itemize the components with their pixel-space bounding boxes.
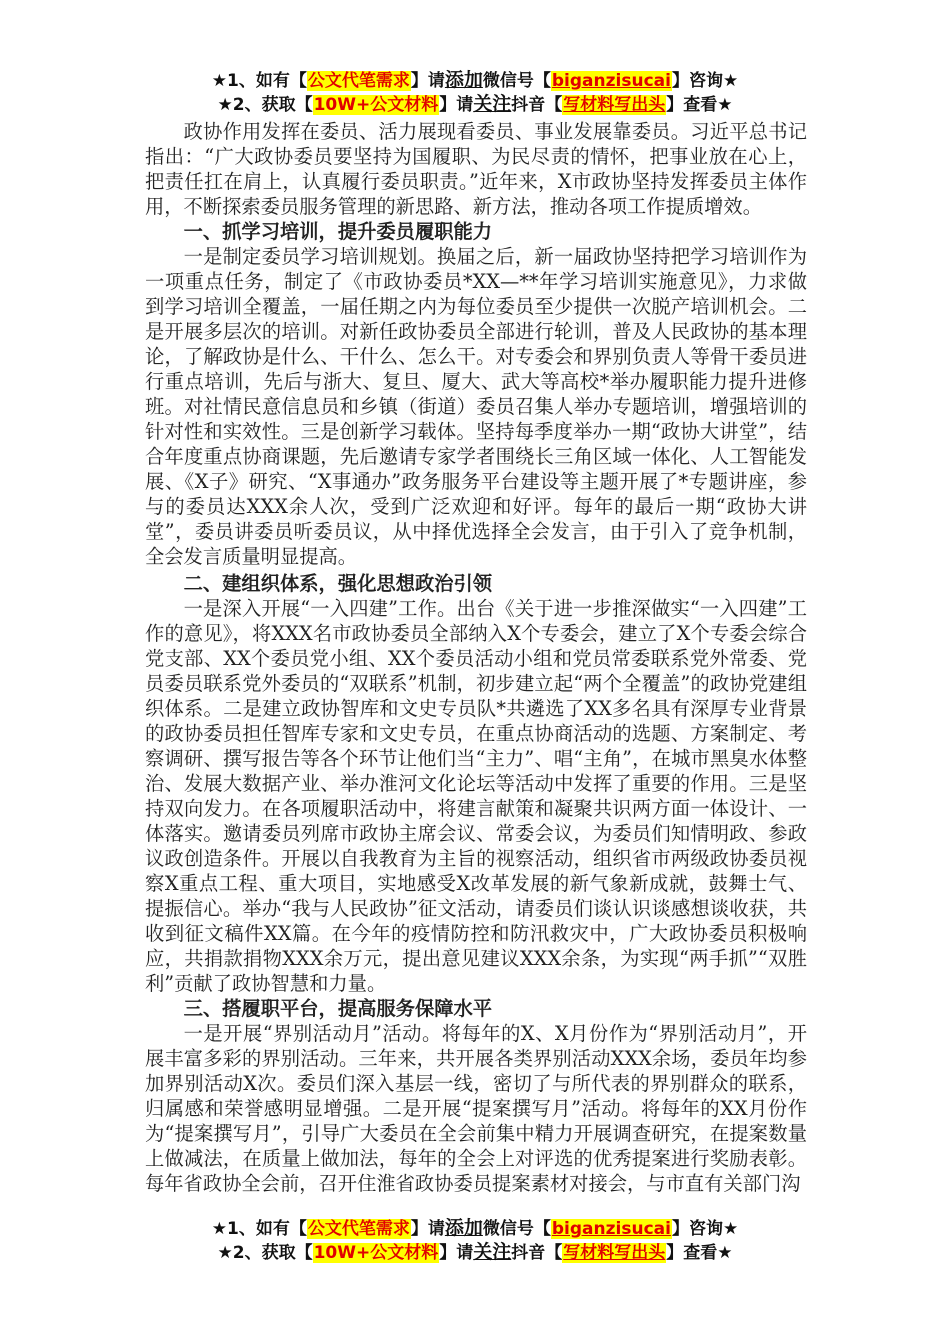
section-heading-1: 一、抓学习培训，提升委员履职能力 xyxy=(183,220,493,243)
highlight-service: 公文代笔需求 xyxy=(307,71,410,91)
document-body xyxy=(145,119,807,1196)
highlight-douyin-id: 写材料写出头 xyxy=(563,1243,666,1263)
highlight-wechat-id: biganzisucai xyxy=(551,71,671,91)
highlight-materials: 10W+公文材料 xyxy=(313,95,439,115)
banner-line-1: ★1、如有【公文代笔需求】请添加微信号【biganzisucai】咨询★ xyxy=(211,69,739,91)
banner-line-2: ★2、获取【10W+公文材料】请关注抖音【写材料写出头】查看★ xyxy=(217,1241,733,1263)
section-body-1: 一是制定委员学习培训规划。换届之后，新一届政协坚持把学习培训作为一项重点任务，制定了《市政协委员*XX—**年学习培训实施意见》，力求做到学习培训全覆盖，一届任期之内为每位委员至少提供一次脱产培训机会。二是开展多层次的培训。对新任政协委员全部进行轮训，普及人民政协的基本理论，了解政协是什么、干什么、怎么干。对专委会和界别负责人等骨干委员进行重点培训，先后与浙大、复旦、厦大、武大等高校*举办履职能力提升进修班。对社情民意信息员和乡镇（街道）委员召集人举办专题培训，增强培训的针对性和实效性。三是创新学习载体。坚持每季度举办一期“政协大讲堂”，结合年度重点协商课题，先后邀请专家学者围绕长三角区域一体化、人工智能发展、《X子》研究、“X事通办”政务服务平台建设等主题开展了*专题讲座，参与的委员达XXX余人次，受到广泛欢迎和好评。每年的最后一期“政协大讲堂”，委员讲委员听委员议，从中择优选择全会发言，由于引入了竞争机制，全会发言质量明显提高。 xyxy=(145,245,807,568)
highlight-wechat-id: biganzisucai xyxy=(551,1219,671,1239)
section-body-2: 一是深入开展“一入四建”工作。出台《关于进一步推深做实“一入四建”工作的意见》，将XXX名市政协委员全部纳入X个专委会，建立了X个专委会综合党支部、XX个委员党小组、XX个委员活动小组和党员常委联系党外常委、党员委员联系党外委员的“双联系”机制，初步建立起“两个全覆盖”的政协党建组织体系。二是建立政协智库和文史专员队*共遴选了XX多名具有深厚专业背景的政协委员担任智库专家和文史专员，在重点协商活动的选题、方案制定、考察调研、撰写报告等各个环节让他们当“主力”、唱“主角”，在城市黑臭水体整治、发展大数据产业、举办淮河文化论坛等活动中发挥了重要的作用。三是坚持双向发力。在各项履职活动中，将建言献策和凝聚共识两方面一体设计、一体落实。邀请委员列席市政协主席会议、常委会议，为委员们知情明政、参政议政创造条件。开展以自我教育为主旨的视察活动，组织省市两级政协委员视察X重点工程、重大项目，实地感受X改革发展的新气象新成就，鼓舞士气、提振信心。举办“我与人民政协”征文活动，请委员们谈认识谈感想谈收获，共收到征文稿件XX篇。在今年的疫情防控和防汛救灾中，广大政协委员积极响应，共捐款捐物XXX余万元，提出意见建议XXX余条，为实现“两手抓”“双胜利”贡献了政协智慧和力量。 xyxy=(145,597,807,995)
highlight-materials: 10W+公文材料 xyxy=(313,1243,439,1263)
highlight-service: 公文代笔需求 xyxy=(307,1219,410,1239)
section-body-3: 一是开展“界别活动月”活动。将每年的X、X月份作为“界别活动月”，开展丰富多彩的界别活动。三年来，共开展各类界别活动XXX余场，委员年均参加界别活动X次。委员们深入基层一线，密切了与所代表的界别群众的联系，归属感和荣誉感明显增强。二是开展“提案撰写月”活动。将每年的XX月份作为“提案撰写月”，引导广大委员在全会前集中精力开展调查研究，在提案数量上做减法，在质量上做加法，每年的全会上对评选的优秀提案进行奖励表彰。每年省政协全会前，召开住淮省政协委员提案素材对接会，与市直有关部门沟 xyxy=(145,1022,807,1195)
highlight-douyin-id: 写材料写出头 xyxy=(563,95,666,115)
intro-paragraph: 政协作用发挥在委员、活力展现看委员、事业发展靠委员。习近平总书记指出：“广大政协委员要坚持为国履职、为民尽责的情怀，把事业放在心上，把责任扛在肩上，认真履行委员职责。”近年来，X市政协坚持发挥委员主体作用，不断探索委员服务管理的新思路、新方法，推动各项工作提质增效。 xyxy=(145,120,807,218)
banner-line-1: ★1、如有【公文代笔需求】请添加微信号【biganzisucai】咨询★ xyxy=(211,1217,739,1239)
section-heading-3: 三、搭履职平台，提高服务保障水平 xyxy=(183,997,493,1020)
section-heading-2: 二、建组织体系，强化思想政治引领 xyxy=(183,572,493,595)
banner-line-2: ★2、获取【10W+公文材料】请关注抖音【写材料写出头】查看★ xyxy=(217,93,733,115)
top-banner xyxy=(0,68,950,116)
bottom-banner xyxy=(0,1216,950,1264)
